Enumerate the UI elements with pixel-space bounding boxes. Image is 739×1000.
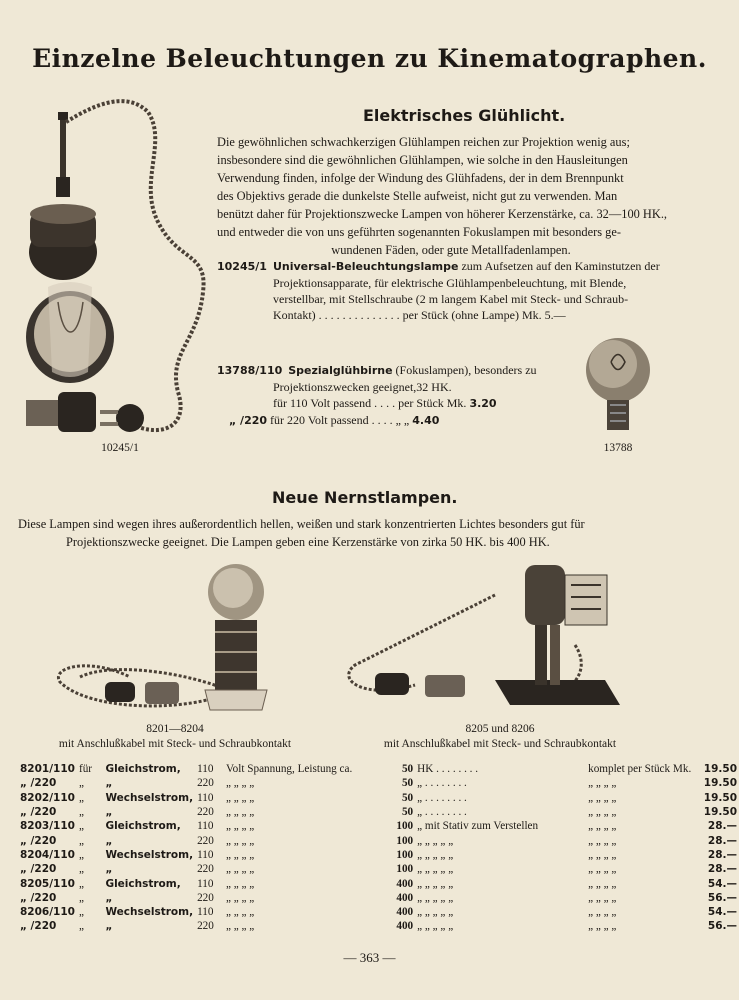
table-cell-fuer: „ [78,920,84,933]
table-cell-volt: 110 [197,877,214,890]
table-cell-right: „ „ „ „ [588,806,617,819]
product-name: Universal-Beleuchtungslampe [272,260,459,273]
table-cell-code: „ /220 [20,834,57,847]
table-cell-volt: 220 [197,834,214,847]
table-cell-desc: „ „ „ „ [226,777,255,790]
table-cell-price: 28.— [707,848,737,861]
intro-line: benützt daher für Projektionszwecke Lampen von höherer Kerzenstärke, ca. 32—100 HK., [217,207,668,221]
table-cell-strom: „ [105,891,113,904]
product-desc: Projektionsapparate, für elektrische Glühlampenbeleuchtung, mit Blende, [273,276,627,290]
table-cell-desc: „ „ „ „ [226,791,255,804]
table-cell-hk: 100 [396,848,414,861]
table-cell-right: „ „ „ „ [588,920,617,933]
table-cell-strom: Gleichstrom, [105,763,181,776]
table-cell-code: 8202/110 [20,791,75,804]
table-cell-price: 56.— [707,891,737,904]
table-cell-desc: „ „ „ „ [226,906,255,919]
table-cell-code: „ /220 [20,920,57,933]
table-cell-desc: Volt Spannung, Leistung ca. [226,763,353,776]
table-cell-hk: 50 [401,806,414,819]
caption-8205: 8205 und 8206 [465,723,535,735]
table-cell-desc: „ „ „ „ [226,891,255,904]
table-cell-desc: „ „ „ „ [226,834,255,847]
product-name: Spezialglühbirne [288,364,393,377]
table-cell-price: 19.50 [703,763,737,776]
table-cell-strom: „ [105,863,113,876]
table-cell-volt: 110 [197,763,214,776]
table-cell-fuer: „ [78,877,84,890]
table-cell-right: „ „ „ „ [588,777,617,790]
table-cell-extra: „ „ „ „ „ [417,891,454,904]
table-cell-fuer: für [78,763,93,776]
product-desc: verstellbar, mit Stellschraube (2 m langem Kabel mit Steck- und Schraub- [273,292,629,306]
table-cell-volt: 110 [197,906,214,919]
table-cell-price: 28.— [707,834,737,847]
table-row [18,876,739,890]
intro-line: und entweder die von uns geführten sogenannten Fokuslampen mit besonders ge- [217,225,621,239]
table-cell-extra: „ „ „ „ „ [417,920,454,933]
caption-10245: 10245/1 [101,442,139,454]
product-13788 [217,362,577,429]
table-cell-code: 8205/110 [20,877,75,890]
table-cell-desc: „ „ „ „ [226,806,255,819]
table-cell-volt: 110 [197,848,214,861]
nernst-lamp-8201-illustration [50,562,300,722]
table-cell-price: 28.— [707,820,737,833]
table-cell-code: 8204/110 [20,848,75,861]
table-cell-fuer: „ [78,791,84,804]
table-row [18,891,739,905]
table-cell-desc: „ „ „ „ [226,848,255,861]
table-cell-code: „ /220 [20,891,57,904]
product-price-line: Kontakt) . . . . . . . . . . . . . . per Stück (ohne Lampe) Mk. 5.— [273,308,566,322]
table-cell-right: „ „ „ „ [588,791,617,804]
intro-line: Diese Lampen sind wegen ihres außerordentlich hellen, weißen und stark konzentrierten Lichtes besonders gut für [18,517,585,531]
table-cell-code: 8203/110 [20,820,75,833]
table-cell-fuer: „ [78,891,84,904]
table-row [18,848,739,862]
table-cell-desc: „ „ „ „ [226,863,255,876]
table-cell-extra: „ . . . . . . . . [417,806,467,819]
table-cell-desc: „ „ „ „ [226,877,255,890]
table-cell-code: „ /220 [20,863,57,876]
table-cell-hk: 50 [401,763,414,776]
table-cell-right: „ „ „ „ [588,834,617,847]
table-cell-volt: 220 [197,863,214,876]
table-row [18,819,739,833]
table-cell-fuer: „ [78,848,84,861]
table-cell-strom: „ [105,777,113,790]
table-row [18,862,739,876]
table-cell-right: „ „ „ „ [588,906,617,919]
table-cell-price: 54.— [707,877,737,890]
table-cell-right: „ „ „ „ [588,863,617,876]
table-cell-code: „ /220 [20,777,57,790]
product-price: 4.40 [412,414,440,427]
table-cell-price: 19.50 [703,791,737,804]
table-cell-hk: 50 [401,777,414,790]
table-cell-hk: 100 [396,863,414,876]
product-desc: zum Aufsetzen auf den Kaminstutzen der [461,259,660,273]
table-cell-hk: 400 [396,920,414,933]
caption-8201-desc: mit Anschlußkabel mit Steck- und Schraubkontakt [58,738,292,750]
table-cell-extra: „ „ „ „ „ [417,877,454,890]
table-cell-price: 28.— [707,863,737,876]
section-heading-nernst: Neue Nernstlampen. [272,488,458,507]
table-row [18,762,739,776]
table-cell-strom: Gleichstrom, [105,820,181,833]
intro-nernst [18,515,718,551]
table-cell-right: „ „ „ „ [588,820,617,833]
table-cell-desc: „ „ „ „ [226,820,255,833]
table-cell-right: „ „ „ „ [588,891,617,904]
page-number: — 363 — [343,950,396,965]
table-cell-strom: Wechselstrom, [105,906,194,919]
table-cell-hk: 100 [396,820,414,833]
product-price-line: für 220 Volt passend . . . . „ „ [270,413,410,427]
intro-line: des Objektivs gerade die dunkelste Stelle aufweist, nicht gut zu verwenden. Man [217,189,618,203]
table-cell-extra: „ „ „ „ „ [417,848,454,861]
table-cell-strom: Wechselstrom, [105,848,194,861]
section-heading-gluehlicht: Elektrisches Glühlicht. [363,106,566,125]
table-cell-code: „ /220 [20,806,57,819]
intro-line: insbesondere sind die gewöhnlichen Glühlampen, wie solche in den Hausleitungen [217,153,628,167]
table-cell-extra: „ . . . . . . . . [417,791,467,804]
table-row [18,833,739,847]
table-cell-volt: 110 [197,820,214,833]
table-cell-right: „ „ „ „ [588,877,617,890]
caption-13788: 13788 [603,442,633,454]
table-cell-hk: 400 [396,906,414,919]
table-cell-hk: 50 [401,791,414,804]
table-row [18,776,739,790]
product-desc: Projektionszwecken geeignet,32 HK. [273,380,452,394]
table-cell-price: 56.— [707,920,737,933]
table-cell-strom: Wechselstrom, [105,791,194,804]
intro-gluehlicht [217,133,685,259]
table-cell-price: 19.50 [703,806,737,819]
table-row [18,919,739,933]
table-cell-extra: „ . . . . . . . . [417,777,467,790]
table-cell-fuer: „ [78,834,84,847]
table-row [18,791,739,805]
table-cell-extra: „ mit Stativ zum Verstellen [417,820,539,833]
table-cell-volt: 220 [197,806,214,819]
intro-line: Projektionszwecke geeignet. Die Lampen geben eine Kerzenstärke von zirka 50 HK. bis 400 HK. [66,535,550,549]
table-cell-strom: „ [105,834,113,847]
nernst-lamp-8205-illustration [335,555,625,715]
table-cell-hk: 100 [396,834,414,847]
table-cell-strom: Gleichstrom, [105,877,181,890]
table-cell-code: 8201/110 [20,763,75,776]
nernst-price-table [18,762,739,934]
table-cell-hk: 400 [396,891,414,904]
table-cell-price: 19.50 [703,777,737,790]
intro-line: Verwendung finden, infolge der Windung des Glühfadens, der in dem Brennpunkt [217,171,624,185]
universal-lamp-illustration [18,92,218,442]
table-cell-hk: 400 [396,877,414,890]
product-desc: (Fokuslampen), besonders zu [395,363,537,377]
product-price-line: für 110 Volt passend . . . . per Stück Mk. [273,396,467,410]
table-cell-extra: „ „ „ „ „ [417,834,454,847]
table-cell-volt: 110 [197,791,214,804]
table-cell-right: „ „ „ „ [588,848,617,861]
table-cell-extra: „ „ „ „ „ [417,906,454,919]
table-cell-fuer: „ [78,820,84,833]
table-cell-price: 54.— [707,906,737,919]
table-row [18,805,739,819]
table-cell-extra: „ „ „ „ „ [417,863,454,876]
table-cell-fuer: „ [78,906,84,919]
table-cell-extra: HK . . . . . . . . [417,763,479,776]
table-cell-strom: „ [105,920,113,933]
table-cell-fuer: „ [78,777,84,790]
product-code: 10245/1 [217,260,267,273]
intro-line: wundenen Fäden, oder gute Metallfadenlampen. [331,243,571,257]
table-cell-volt: 220 [197,777,214,790]
table-cell-fuer: „ [78,863,84,876]
intro-line: Die gewöhnlichen schwachkerzigen Glühlampen reichen zur Projektion wenig aus; [217,135,630,149]
table-cell-code: 8206/110 [20,906,75,919]
table-row [18,905,739,919]
product-10245 [217,258,687,323]
table-cell-strom: „ [105,806,113,819]
product-code: 13788/110 [217,364,283,377]
product-price: 3.20 [469,397,497,410]
caption-8201: 8201—8204 [146,723,204,735]
focus-bulb-illustration [583,332,653,440]
table-cell-volt: 220 [197,891,214,904]
table-cell-right: komplet per Stück Mk. [588,763,692,776]
product-code: „ /220 [229,414,268,427]
caption-8205-desc: mit Anschlußkabel mit Steck- und Schraubkontakt [383,738,617,750]
page-title: Einzelne Beleuchtungen zu Kinematographen. [32,44,707,73]
table-cell-volt: 220 [197,920,214,933]
table-cell-desc: „ „ „ „ [226,920,255,933]
table-cell-fuer: „ [78,806,84,819]
